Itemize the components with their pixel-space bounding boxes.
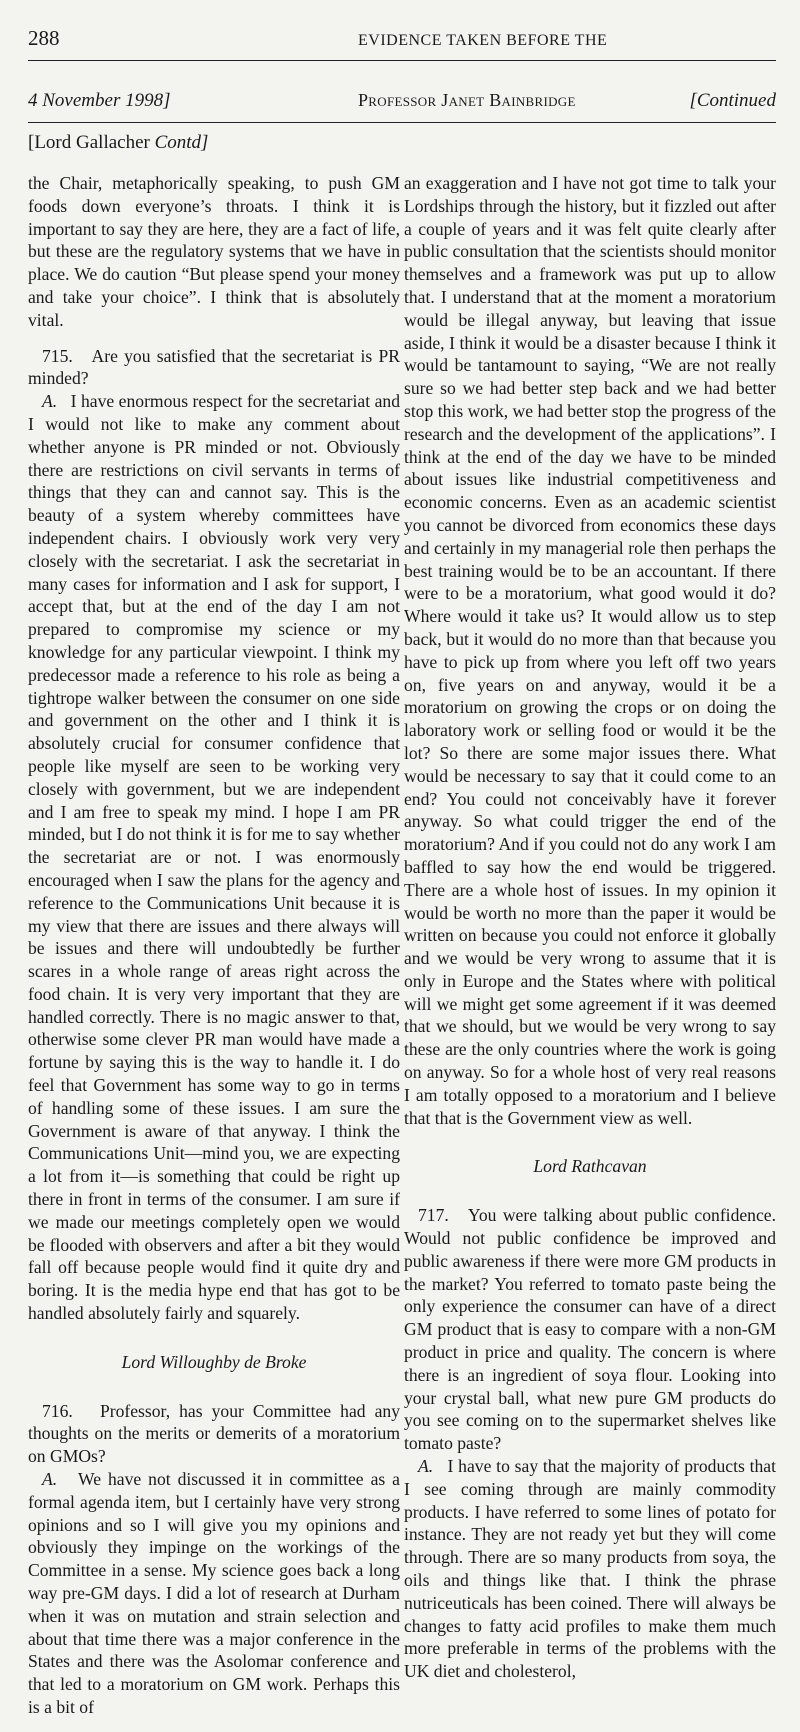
question-text: You were talking about public confidence. Would not public confidence be improved and public awareness if there were more GM products in the market? You referred to tomato paste being the only experience the consumer can have of a direct GM product that is easy to compare with a non-GM product in price and quality. The concern is where there is an ingredient of soya flour. Looking into your crystal ball, what new pure GM products do you see coming on to the supermarket shelves like tomato paste? [404, 1205, 776, 1454]
header-rule-top [28, 60, 776, 61]
sub-header [28, 90, 776, 112]
speaker-heading: Lord Rathcavan [533, 1156, 647, 1177]
continued-paragraph: the Chair, metaphorically speaking, to push GM foods down everyone’s throats. I think it is important to say they are here, they are a fact of life, but these are the regulatory systems that we have in place. We do caution “But please spend your money and take your choice”. I think that is absolutely vital. [28, 173, 400, 330]
answer-label: A. [42, 391, 58, 412]
answer-label: A. [42, 1469, 58, 1490]
left-column [28, 172, 400, 1732]
question-number: 717. [418, 1205, 449, 1226]
question-715 [28, 345, 400, 391]
answer-716 [28, 1468, 400, 1719]
question-text: Professor, has your Committee had any thoughts on the merits or demerits of a moratorium on GMOs? [28, 1400, 400, 1467]
answer-text: I have to say that the majority of products that I see coming through are mainly commodity products. I have referred to some lines of potato for instance. They are not ready yet but they will come through. There are so many products from soya, the oils and things like that. I think the phrase nutriceuticals has been coined. There will always be changes to fatty acid profiles to make them much more preferable in terms of the problems with the UK diet and cholesterol, [404, 1456, 776, 1682]
question-716 [28, 1400, 400, 1468]
question-717 [404, 1204, 776, 1455]
page-header [28, 26, 776, 51]
right-column [404, 172, 776, 1696]
section-suffix: Contd] [149, 132, 209, 153]
answer-text: I have enormous respect for the secretariat and I would not like to make any comment about whether anyone is PR minded or not. Obviously there are restrictions on civil servants in terms of things that they can and cannot say. This is the beauty of a system whereby committees have independent chairs. I obviously work very very closely with the secretariat. I ask the secretariat in many cases for information and I ask for support, I accept that, but at the end of the day I am not prepared to compromise my science or my knowledge for any particular viewpoint. I think my predecessor made a reference to his role as being a tightrope walker between the consumer on one side and government on the other and I think it is absolutely crucial for consumer confidence that people like myself are seen to be working very closely with government, but we are independent and I am free to speak my mind. I hope I am PR minded, but I do not think it is for me to say whether the secretariat are or not. I was enormously encouraged when I saw the plans for the agency and reference to the Communications Unit because it is my view that there are issues and there always will be issues and there will undoubtedly be further scares in a whole range of areas right across the food chain. It is very very important that they are handled correctly. There is no magic answer to that, otherwise some clever PR man would have made a fortune by saying this is the way to handle it. I do feel that Government has some way to go in terms of handling some of these issues. I am sure the Government is aware of that anyway. I think the Communications Unit—mind you, we are expecting a lot from it—is something that could be right up there in front in terms of the consumer. I am sure if we made our meetings completely open we would be flooded with observers and after a bit they would fall off because people would find it quite dry and boring. It is the media hype end that has got to be handled absolutely fairly and squarely. [28, 391, 400, 1324]
question-number: 715. [42, 345, 73, 366]
continued-label: [Continued [689, 90, 776, 111]
header-rule-bottom [28, 122, 776, 123]
hearing-date: 4 November 1998] [28, 90, 171, 111]
witness-name: Professor Janet Bainbridge [358, 90, 576, 110]
question-text: Are you satisfied that the secretariat is PR minded? [28, 345, 400, 389]
answer-text: We have not discussed it in committee as a formal agenda item, but I certainly have very strong opinions and so I will give you my opinions and obviously they impinge on the workings of the Committee in a sense. My science goes back a long way pre-GM days. I did a lot of research at Durham when it was on mutation and strain selection and about that time there was a major conference in the States and there was the Asolomar conference and that led to a moratorium on GM work. Perhaps this is a bit of [28, 1469, 400, 1717]
running-title: EVIDENCE TAKEN BEFORE THE [358, 32, 608, 49]
answer-717 [404, 1455, 776, 1683]
question-number: 716. [42, 1400, 73, 1421]
speaker-heading: Lord Willoughby de Broke [121, 1351, 307, 1372]
answer-label: A. [418, 1456, 434, 1477]
continued-paragraph: an exaggeration and I have not got time to talk your Lordships through the history, but it fizzled out after a couple of years and it was felt quite clearly after public consultation that the scientists should monitor themselves and a framework was put up to allow that. I understand that at the moment a moratorium would be illegal anyway, but leaving that issue aside, I think it would be a disaster because I think it would be tantamount to saying, “We are not really sure so we had better step back and we had better stop this work, we had better stop the progress of the research and the development of the applications”. I think at the end of the day we have to be minded about issues like industrial competitiveness and economic concerns. Even as an academic scientist you cannot be divorced from economics these days and certainly in my managerial role then perhaps the best training would be to be an accountant. If there were to be a moratorium, what good would it do? Where would it take us? It would allow us to step back, but it would do no more than that because you have to pick up from where you left off two years on, five years on and anyway, would it be a moratorium on growing the crops or on doing the laboratory work or selling food or would it be the lot? So there are some major issues there. What would be necessary to say that it could come to an end? You could not conceivably have it forever anyway. So what could trigger the end of the moratorium? And if you could not do any work I am baffled to say how the end would be triggered. There are a whole host of issues. In my opinion it would be worth no more than the paper it would be written on because you could not enforce it globally and we would be very wrong to assume that it is only in Europe and the States where with political will we might get some agreement if it was deemed that we should, but we would be very wrong to say these are the only countries where the work is going on anyway. So for a whole host of very real reasons I am totally opposed to a moratorium and I believe that that is the Government view as well. [404, 173, 776, 1128]
answer-715 [28, 390, 400, 1325]
page-number: 288 [28, 26, 60, 50]
section-prefix: [ [28, 132, 35, 153]
section-speaker-name: Lord Gallacher [34, 132, 150, 153]
section-speaker [28, 132, 208, 154]
